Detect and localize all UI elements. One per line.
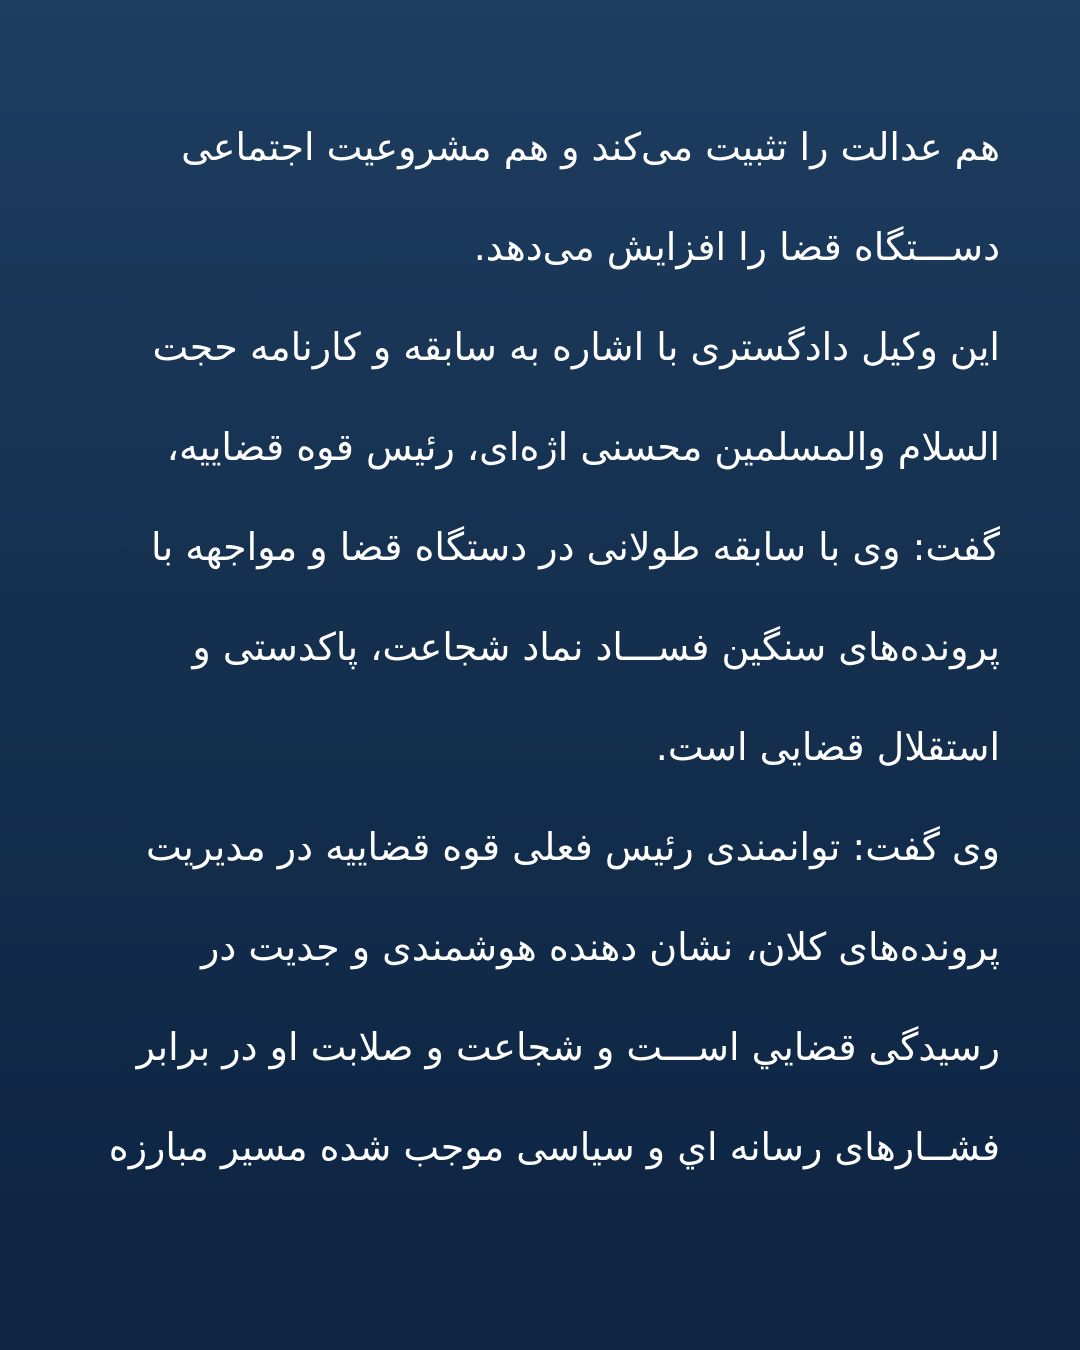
text-line-6: پرونده‌های سنگین فســـاد نماد شجاعت، پاکدستی و [192,625,1000,669]
text-line-8: وی گفت: توانمندی رئیس فعلی قوه قضاییه در مدیریت [145,825,1000,869]
text-line-5: گفت: وی با سابقه طولانی در دستگاه قضا و مواجهه با [151,525,1000,569]
article-text [80,97,1000,1197]
text-line-10: رسیدگی قضايي اســـت و شجاعت و صلابت او در برابر [136,1025,1000,1069]
text-line-3: این وکیل دادگستری با اشاره به سابقه و کارنامه حجت [152,325,1000,369]
text-line-4: السلام والمسلمین محسنی اژه‌ای، رئیس قوه قضاییه، [166,425,1000,469]
text-line-7: استقلال قضایی است. [655,725,1000,769]
text-line-1: هم عدالت را تثبیت می‌کند و هم مشروعیت اجتماعی [181,125,1000,169]
text-line-9: پرونده‌های کلان، نشان دهنده هوشمندی و جدیت در [200,925,1000,969]
text-line-2: دســـتگاه قضا را افزایش می‌دهد. [473,225,1000,269]
text-line-11: فشــارهای رسانه اي و سیاسی موجب شده مسیر مبارزه [108,1125,1000,1169]
